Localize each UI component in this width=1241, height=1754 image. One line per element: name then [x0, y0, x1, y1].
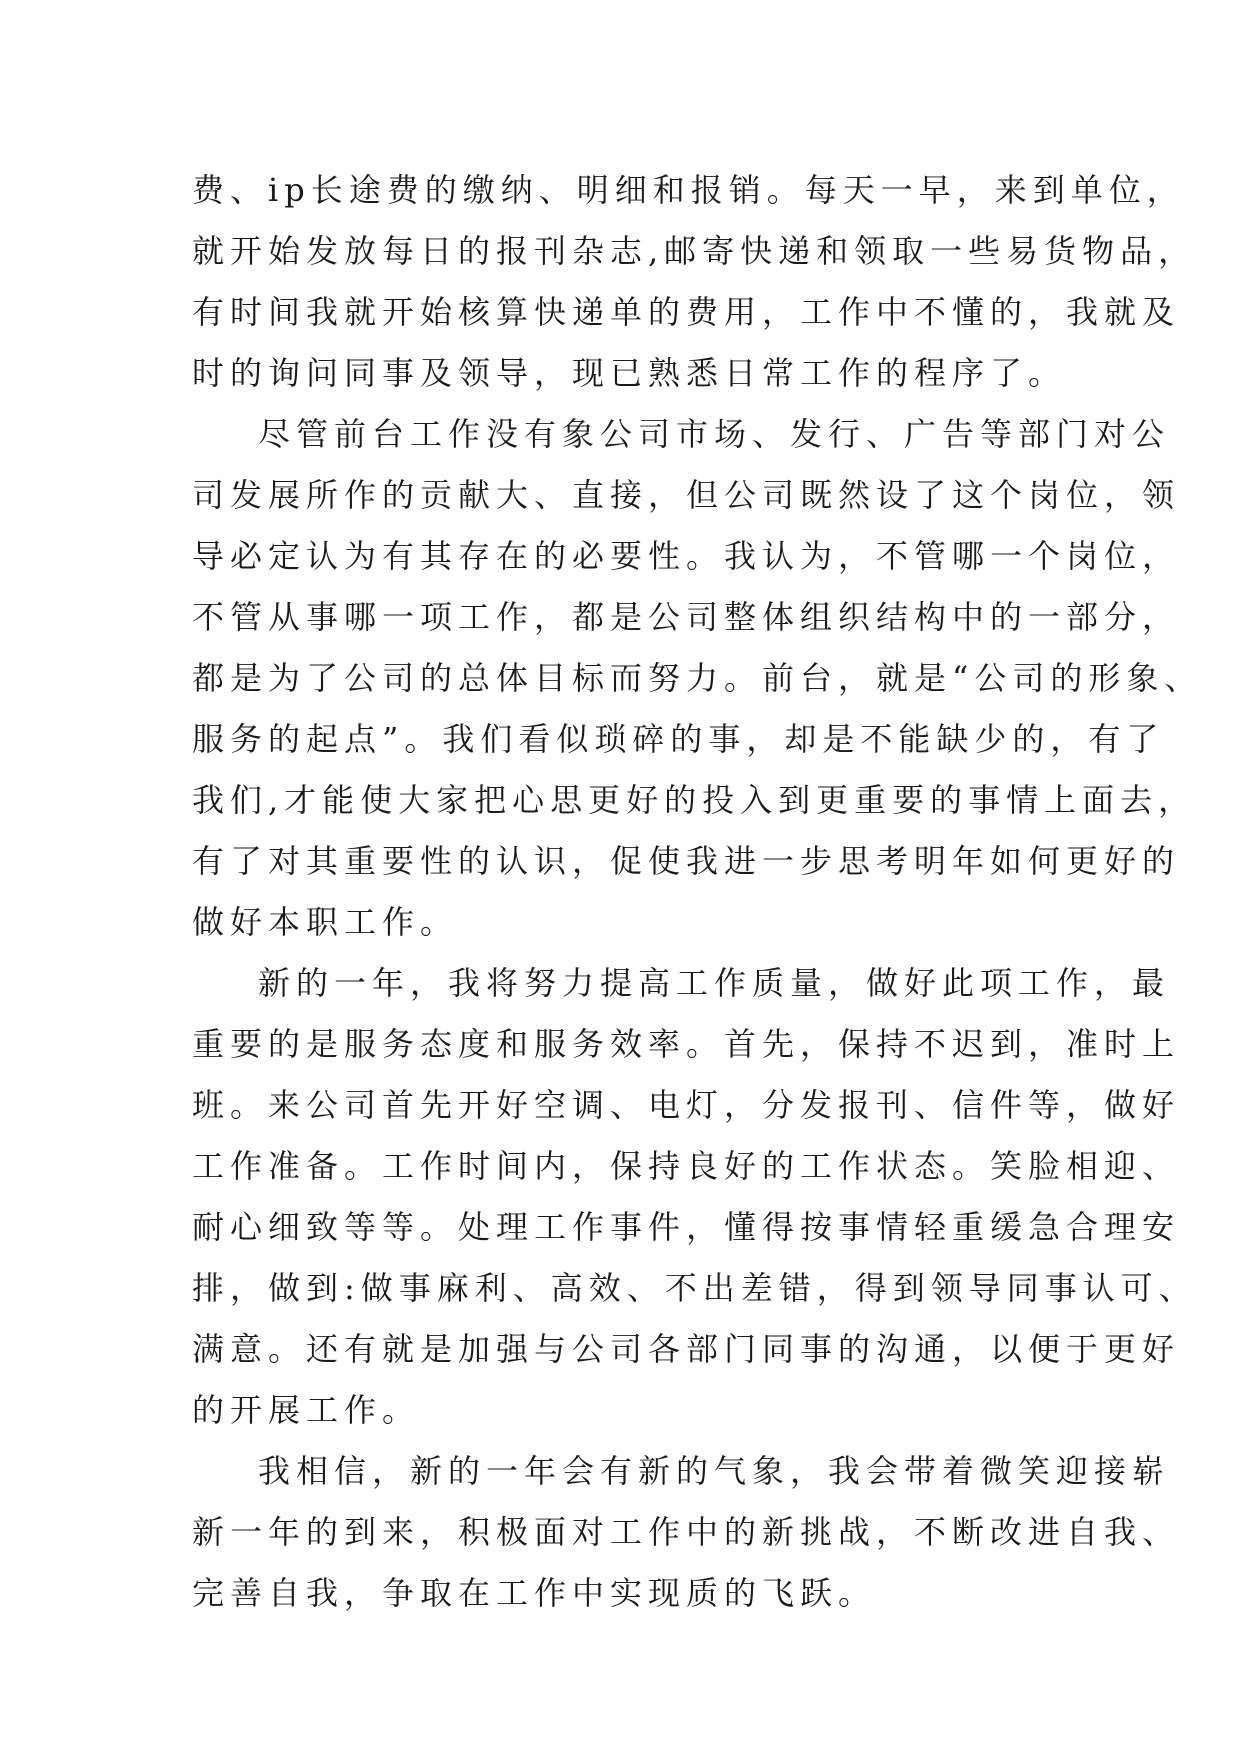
paragraph-first-line: 新的一年，我将努力提高工作质量，做好此项工作，最 — [258, 964, 1171, 1002]
text-line: 排，做到:做事麻利、高效、不出差错，得到领导同事认可、 — [192, 1269, 1197, 1307]
text-line: 我们,才能使大家把心思更好的投入到更重要的事情上面去， — [192, 781, 1197, 819]
document-body — [192, 160, 1203, 1624]
text-line: 时的询问同事及领导，现已熟悉日常工作的程序了。 — [192, 354, 1067, 392]
text-line: 完善自我，争取在工作中实现质的飞跃。 — [192, 1574, 877, 1612]
text-line: 的开展工作。 — [192, 1391, 421, 1429]
text-line: 做好本职工作。 — [192, 903, 459, 941]
text-line: 耐心细致等等。处理工作事件，懂得按事情轻重缓急合理安 — [192, 1208, 1181, 1246]
paragraph-first-line: 我相信，新的一年会有新的气象，我会带着微笑迎接崭 — [258, 1452, 1171, 1490]
text-line: 满意。还有就是加强与公司各部门同事的沟通，以便于更好 — [192, 1330, 1181, 1368]
text-line: 班。来公司首先开好空调、电灯，分发报刊、信件等，做好 — [192, 1086, 1181, 1124]
text-line: 费、ip长途费的缴纳、明细和报销。每天一早，来到单位， — [192, 171, 1185, 209]
text-line: 有时间我就开始核算快递单的费用，工作中不懂的，我就及 — [192, 293, 1181, 331]
text-line: 司发展所作的贡献大、直接，但公司既然设了这个岗位，领 — [192, 476, 1181, 514]
text-line: 不管从事哪一项工作，都是公司整体组织结构中的一部分， — [192, 598, 1181, 636]
text-line: 都是为了公司的总体目标而努力。前台，就是“公司的形象、 — [192, 659, 1203, 697]
text-line: 工作准备。工作时间内，保持良好的工作状态。笑脸相迎、 — [192, 1147, 1181, 1185]
text-line: 导必定认为有其存在的必要性。我认为，不管哪一个岗位， — [192, 537, 1181, 575]
text-line: 重要的是服务态度和服务效率。首先，保持不迟到，准时上 — [192, 1025, 1181, 1063]
text-line: 服务的起点”。我们看似琐碎的事，却是不能缺少的，有了 — [192, 720, 1165, 758]
text-line: 有了对其重要性的认识，促使我进一步思考明年如何更好的 — [192, 842, 1181, 880]
paragraph-first-line: 尽管前台工作没有象公司市场、发行、广告等部门对公 — [258, 415, 1171, 453]
text-line: 就开始发放每日的报刊杂志,邮寄快递和领取一些易货物品， — [192, 232, 1197, 270]
text-line: 新一年的到来，积极面对工作中的新挑战，不断改进自我、 — [192, 1513, 1181, 1551]
